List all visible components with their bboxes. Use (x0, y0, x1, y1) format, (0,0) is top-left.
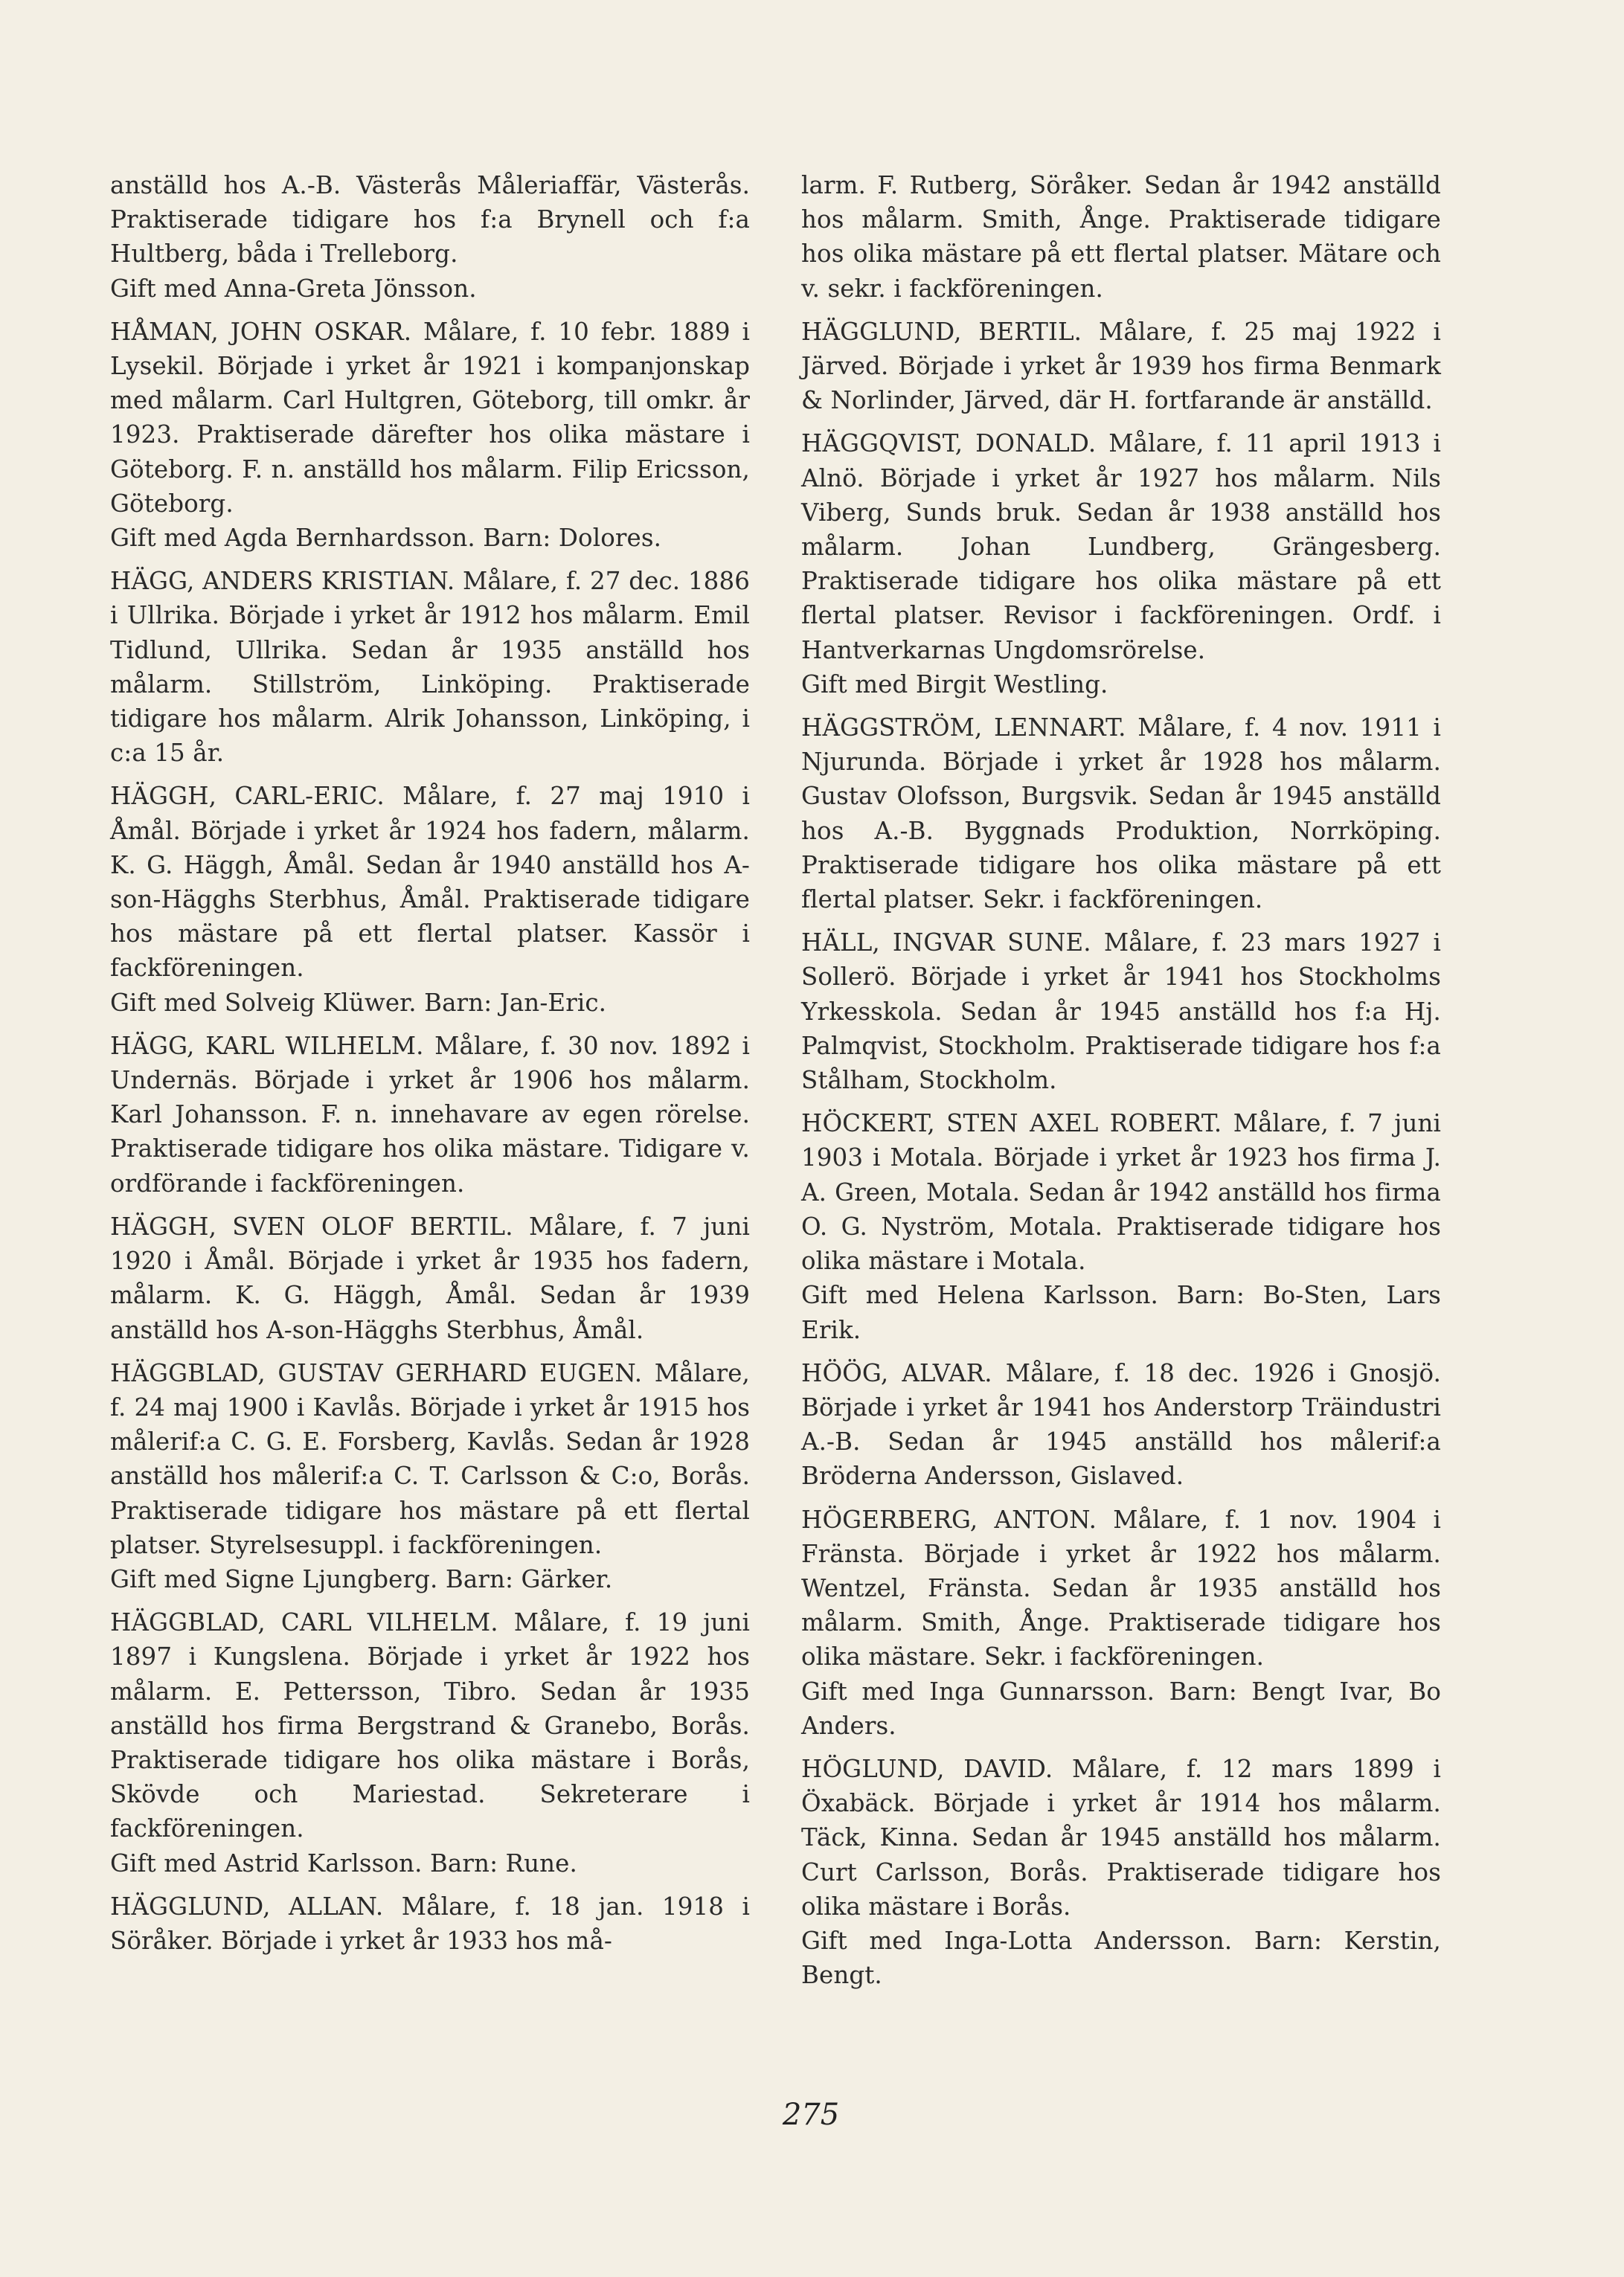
entry-body: HÄGGSTRÖM, LENNART. Målare, f. 4 nov. 1911 i Njurunda. Började i yrket år 1928 hos målarm. Gustav Olofsson, Burgsvik. Sedan år 1945 anställd hos A.-B. Byggnads Produktion, Norrköping. Praktiserade tidigare hos olika mästare på ett flertal platser. Sekr. i fackföreningen. (801, 713, 1441, 914)
entry (801, 925, 1441, 1097)
entry (110, 1356, 750, 1596)
entry-body: HÄGG, ANDERS KRISTIAN. Målare, f. 27 dec. 1886 i Ullrika. Började i yrket år 1912 hos målarm. Emil Tidlund, Ullrika. Sedan år 1935 anställd hos målarm. Stillström, Linköping. Praktiserade tidigare hos målarm. Alrik Johansson, Linköping, i c:a 15 år. (110, 567, 750, 768)
entry-body: HÄGGH, CARL-ERIC. Målare, f. 27 maj 1910 i Åmål. Började i yrket år 1924 hos fadern, målarm. K. G. Häggh, Åmål. Sedan år 1940 anställd hos A-son-Hägghs Sterbhus, Åmål. Praktiserade tidigare hos mästare på ett flertal platser. Kassör i fackföreningen. (110, 782, 750, 983)
entry-body: HÖÖG, ALVAR. Målare, f. 18 dec. 1926 i Gnosjö. Började i yrket år 1941 hos Anderstorp Träindustri A.-B. Sedan år 1945 anställd hos målerif:a Bröderna Andersson, Gislaved. (801, 1358, 1441, 1491)
entry-family: Gift med Agda Bernhardsson. Barn: Dolores. (110, 524, 662, 553)
entry (801, 710, 1441, 916)
entry-family: Gift med Helena Karlsson. Barn: Bo-Sten, Lars Erik. (801, 1281, 1441, 1344)
entry (801, 168, 1441, 306)
entry-body: HÖGLUND, DAVID. Målare, f. 12 mars 1899 i Öxabäck. Började i yrket år 1914 hos målarm. Täck, Kinna. Sedan år 1945 anställd hos målarm. Curt Carlsson, Borås. Praktiserade tidigare hos olika mästare i Borås. (801, 1754, 1441, 1921)
entry (110, 1210, 750, 1347)
entry-body: HÖCKERT, STEN AXEL ROBERT. Målare, f. 7 juni 1903 i Motala. Började i yrket år 1923 hos firma J. A. Green, Motala. Sedan år 1942 anställd hos firma O. G. Nyström, Motala. Praktiserade tidigare hos olika mästare i Motala. (801, 1109, 1441, 1276)
entry (110, 564, 750, 770)
entry-family: Gift med Inga Gunnarsson. Barn: Bengt Ivar, Bo Anders. (801, 1677, 1441, 1740)
entry (801, 1503, 1441, 1743)
left-column (110, 168, 750, 1967)
entry-body: HÄGGLUND, BERTIL. Målare, f. 25 maj 1922 i Järved. Började i yrket år 1939 hos firma Benmark & Norlinder, Järved, där H. fortfarande är anställd. (801, 317, 1441, 415)
entry-body: HÄGGQVIST, DONALD. Målare, f. 11 april 1913 i Alnö. Började i yrket år 1927 hos målarm. Nils Viberg, Sunds bruk. Sedan år 1938 anställd hos målarm. Johan Lundberg, Grängesberg. Praktiserade tidigare hos olika mästare på ett flertal platser. Revisor i fackföreningen. Ordf. i Hantverkarnas Ungdomsrörelse. (801, 429, 1441, 664)
entry-body: HÄGGBLAD, CARL VILHELM. Målare, f. 19 juni 1897 i Kungslena. Började i yrket år 1922 hos målarm. E. Pettersson, Tibro. Sedan år 1935 anställd hos firma Bergstrand & Granebo, Borås. Praktiserade tidigare hos olika mästare i Borås, Skövde och Mariestad. Sekreterare i fackföreningen. (110, 1608, 750, 1843)
entry-body: HÖGERBERG, ANTON. Målare, f. 1 nov. 1904 i Fränsta. Började i yrket år 1922 hos målarm. Wentzel, Fränsta. Sedan år 1935 anställd hos målarm. Smith, Ånge. Praktiserade tidigare hos olika mästare. Sekr. i fackföreningen. (801, 1505, 1441, 1671)
entry (110, 1029, 750, 1201)
page-number: 275 (782, 2098, 840, 2132)
right-column (801, 168, 1441, 2001)
entry-body: larm. F. Rutberg, Söråker. Sedan år 1942 anställd hos målarm. Smith, Ånge. Praktiserade tidigare hos olika mästare på ett flertal platser. Mätare och v. sekr. i fackföreningen. (801, 171, 1441, 303)
entry-family: Gift med Anna-Greta Jönsson. (110, 274, 477, 303)
entry (801, 426, 1441, 701)
entry (110, 168, 750, 306)
entry-body: HÄGGLUND, ALLAN. Målare, f. 18 jan. 1918 i Söråker. Började i yrket år 1933 hos må- (110, 1892, 750, 1955)
entry-body: anställd hos A.-B. Västerås Måleriaffär, Västerås. Praktiserade tidigare hos f:a Brynell och f:a Hultberg, båda i Trelleborg. (110, 171, 750, 269)
entry-family: Gift med Solveig Klüwer. Barn: Jan-Eric. (110, 988, 607, 1017)
entry-body: HÅMAN, JOHN OSKAR. Målare, f. 10 febr. 1889 i Lysekil. Började i yrket år 1921 i kompanjonskap med målarm. Carl Hultgren, Göteborg, till omkr. år 1923. Praktiserade därefter hos olika mästare i Göteborg. F. n. anställd hos målarm. Filip Ericsson, Göteborg. (110, 317, 750, 518)
entry (801, 1356, 1441, 1494)
entry-body: HÄGGBLAD, GUSTAV GERHARD EUGEN. Målare, f. 24 maj 1900 i Kavlås. Började i yrket år 1915 hos målerif:a C. G. E. Forsberg, Kavlås. Sedan år 1928 anställd hos målerif:a C. T. Carlsson & C:o, Borås. Praktiserade tidigare hos mästare på ett flertal platser. Styrelsesuppl. i fackföreningen. (110, 1358, 750, 1559)
entry-body: HÄGGH, SVEN OLOF BERTIL. Målare, f. 7 juni 1920 i Åmål. Började i yrket år 1935 hos fadern, målarm. K. G. Häggh, Åmål. Sedan år 1939 anställd hos A-son-Hägghs Sterbhus, Åmål. (110, 1212, 750, 1344)
entry-family: Gift med Signe Ljungberg. Barn: Gärker. (110, 1564, 613, 1593)
entry (110, 779, 750, 1019)
entry (801, 315, 1441, 418)
entry (801, 1106, 1441, 1346)
entry-family: Gift med Astrid Karlsson. Barn: Rune. (110, 1849, 577, 1878)
entry (110, 315, 750, 555)
entry-body: HÄGG, KARL WILHELM. Målare, f. 30 nov. 1892 i Undernäs. Började i yrket år 1906 hos målarm. Karl Johansson. F. n. innehavare av egen rörelse. Praktiserade tidigare hos olika mästare. Tidigare v. ordförande i fackföreningen. (110, 1031, 750, 1198)
entry-body: HÄLL, INGVAR SUNE. Målare, f. 23 mars 1927 i Sollerö. Började i yrket år 1941 hos Stockholms Yrkesskola. Sedan år 1945 anställd hos f:a Hj. Palmqvist, Stockholm. Praktiserade tidigare hos f:a Stålham, Stockholm. (801, 928, 1441, 1095)
entry-family: Gift med Birgit Westling. (801, 669, 1108, 698)
entry (110, 1889, 750, 1958)
entry (801, 1752, 1441, 1992)
entry-family: Gift med Inga-Lotta Andersson. Barn: Kerstin, Bengt. (801, 1926, 1441, 1990)
entry (110, 1605, 750, 1881)
